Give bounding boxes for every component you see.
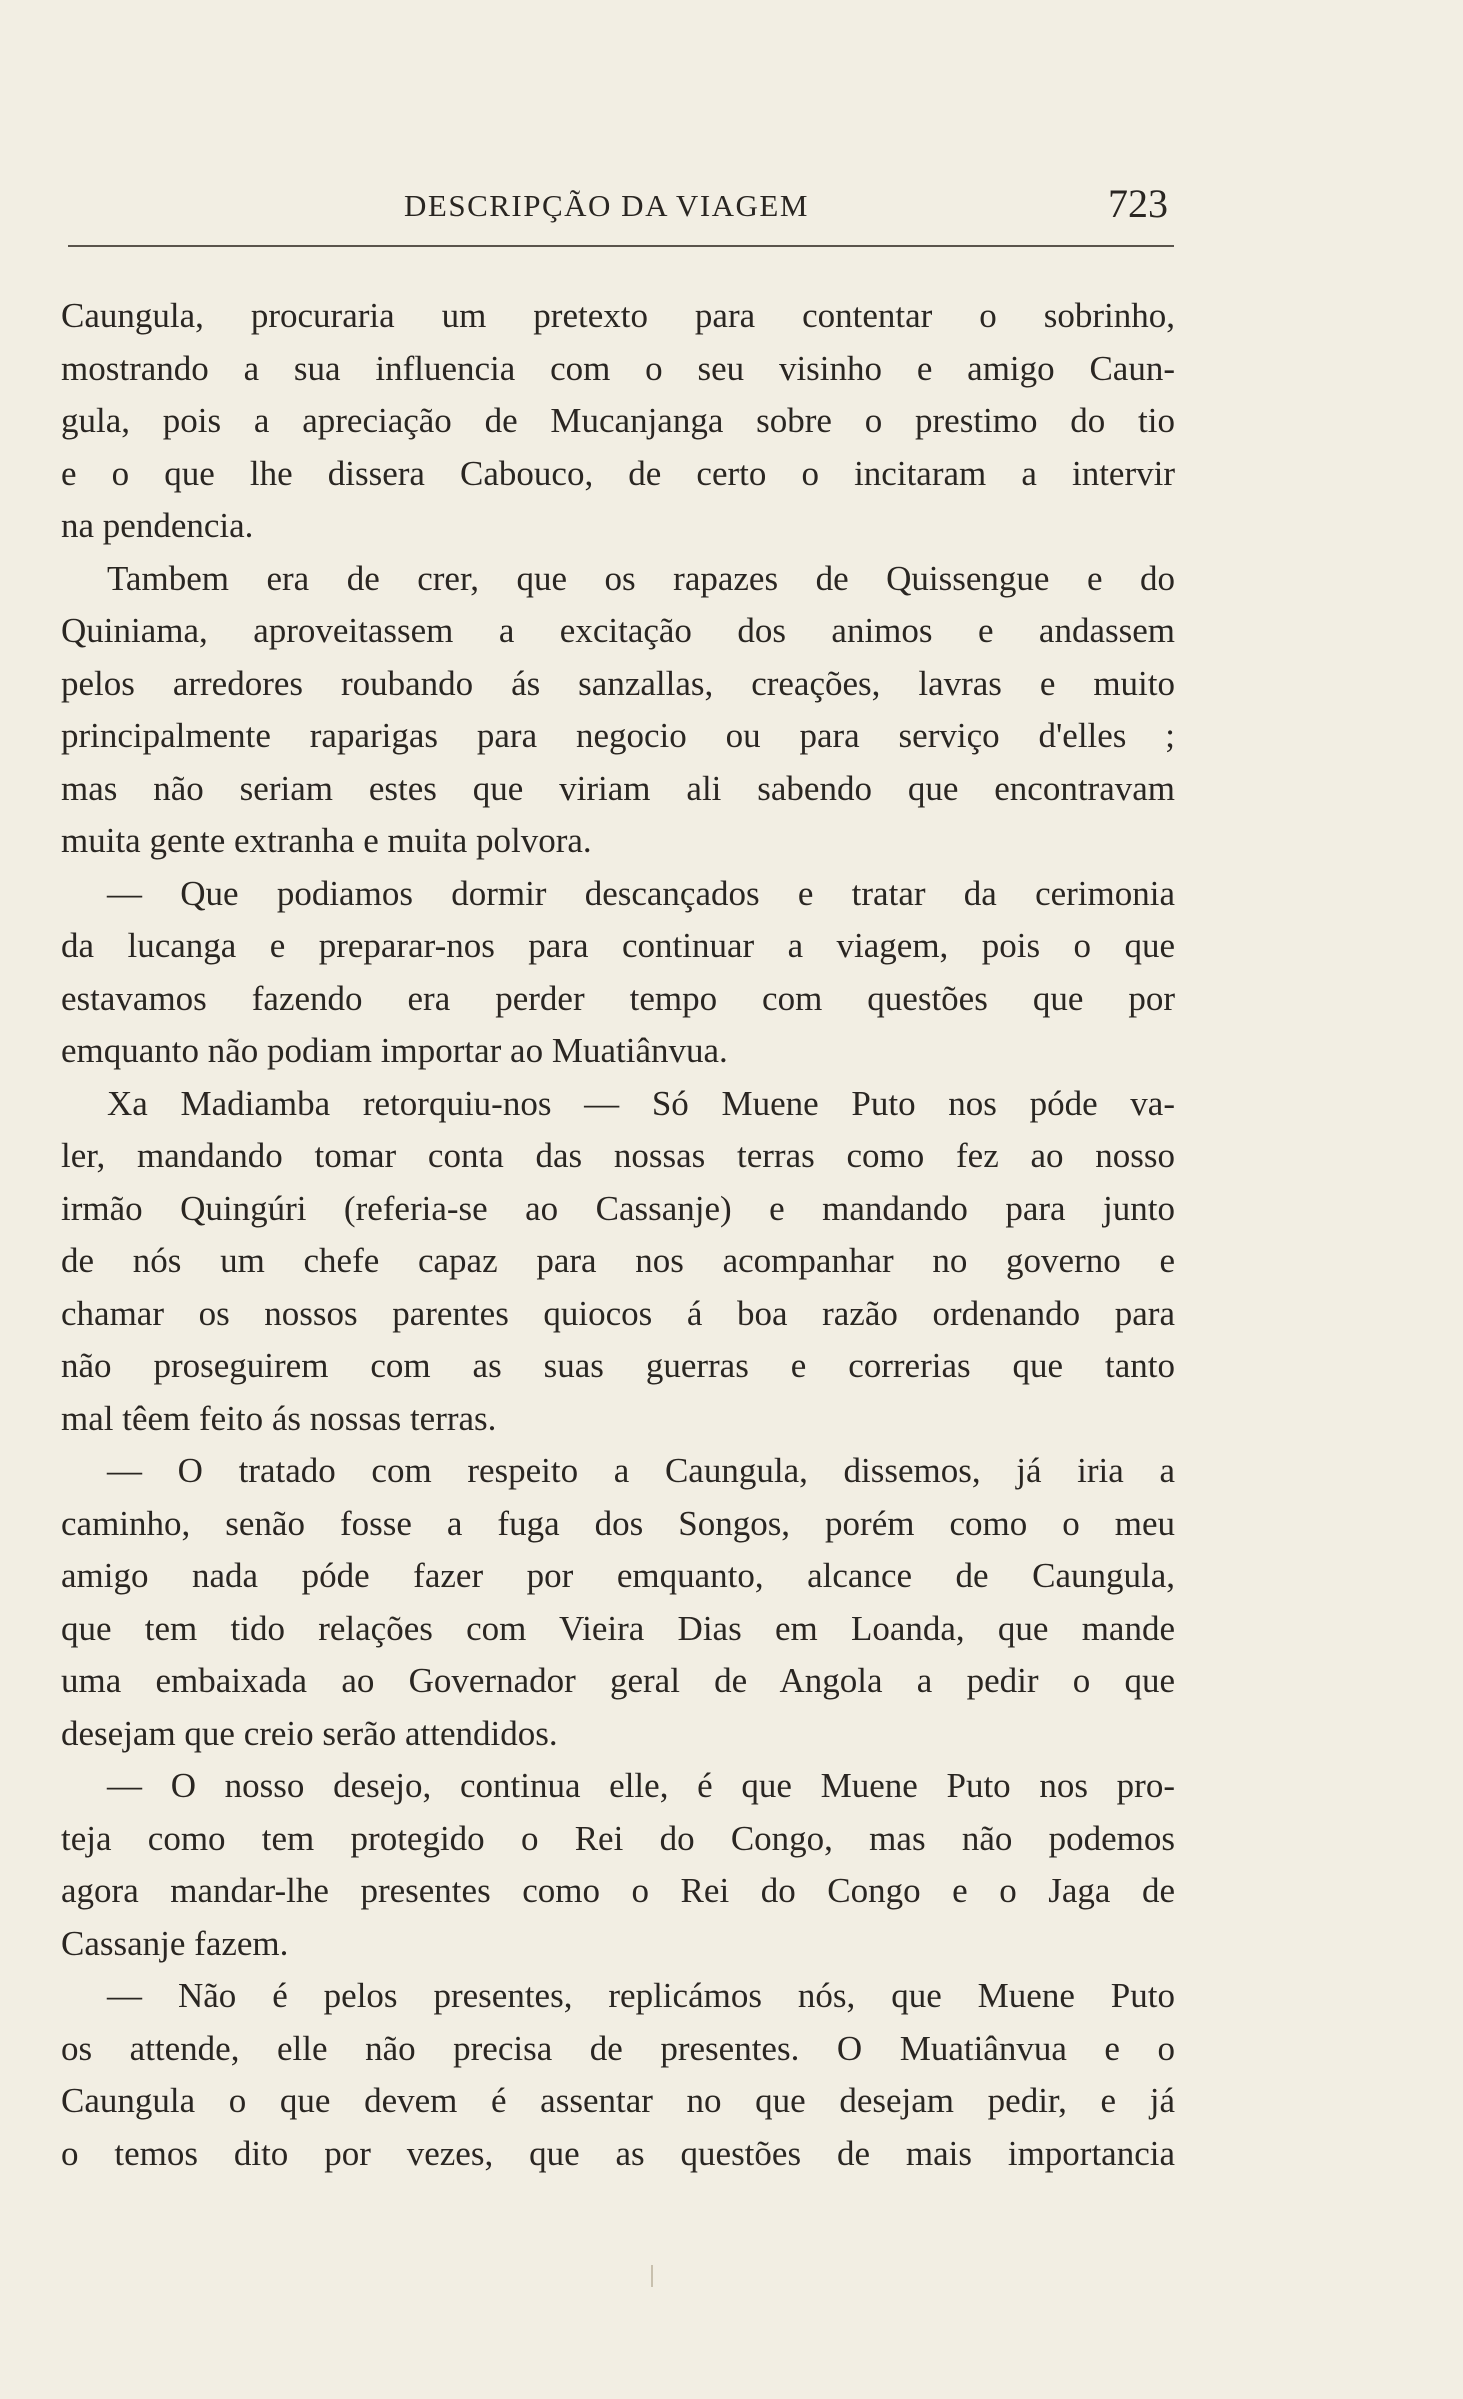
text-line: — O tratado com respeito a Caungula, dissemos, já iria a <box>107 1451 1175 1490</box>
text-line: os attende, elle não precisa de presentes. O Muatiânvua e o <box>61 2028 1175 2068</box>
text-line: Quiniama, aproveitassem a excitação dos animos e andassem <box>61 611 1175 650</box>
text-line: agora mandar-lhe presentes como o Rei do Congo e o Jaga de <box>61 1871 1175 1910</box>
body-text <box>61 290 1175 2180</box>
text-line: amigo nada póde fazer por emquanto, alcance de Caungula, <box>61 1556 1175 1595</box>
text-line: pelos arredores roubando ás sanzallas, creações, lavras e muito <box>61 663 1175 703</box>
text-line: Tambem era de crer, que os rapazes de Quissengue e do <box>107 558 1175 598</box>
text-line: Xa Madiamba retorquiu-nos — Só Muene Puto nos póde va- <box>107 1083 1175 1123</box>
text-line: caminho, senão fosse a fuga dos Songos, porém como o meu <box>61 1503 1175 1543</box>
text-line: — O nosso desejo, continua elle, é que Muene Puto nos pro- <box>107 1766 1175 1805</box>
text-line: na pendencia. <box>61 506 254 545</box>
running-head <box>0 181 1463 236</box>
text-line: Caungula o que devem é assentar no que desejam pedir, e já <box>61 2081 1175 2120</box>
text-line: teja como tem protegido o Rei do Congo, mas não podemos <box>61 1818 1175 1858</box>
text-line: mostrando a sua influencia com o seu visinho e amigo Caun- <box>61 348 1175 388</box>
text-line: de nós um chefe capaz para nos acompanhar no governo e <box>61 1241 1175 1280</box>
header-rule <box>68 245 1174 247</box>
running-title: DESCRIPÇÃO DA VIAGEM <box>404 188 809 223</box>
text-line: — Que podiamos dormir descançados e tratar da cerimonia <box>107 873 1175 913</box>
text-line: chamar os nossos parentes quiocos á boa razão ordenando para <box>61 1293 1175 1333</box>
text-line: — Não é pelos presentes, replicámos nós, que Muene Puto <box>107 1976 1175 2015</box>
text-line: mal têem feito ás nossas terras. <box>61 1398 497 1438</box>
page-number: 723 <box>1108 181 1168 226</box>
text-line: desejam que creio serão attendidos. <box>61 1713 558 1753</box>
text-line: uma embaixada ao Governador geral de Angola a pedir o que <box>61 1661 1175 1700</box>
text-line: gula, pois a apreciação de Mucanjanga sobre o prestimo do tio <box>61 401 1175 440</box>
text-line: ler, mandando tomar conta das nossas terras como fez ao nosso <box>61 1136 1175 1175</box>
text-line: principalmente raparigas para negocio ou para serviço d'elles ; <box>61 716 1175 755</box>
text-line: Cassanje fazem. <box>61 1923 289 1963</box>
text-line: irmão Quingúri (referia-se ao Cassanje) e mandando para junto <box>61 1188 1175 1228</box>
text-line: emquanto não podiam importar ao Muatiânvua. <box>61 1031 728 1070</box>
text-line: da lucanga e preparar-nos para continuar a viagem, pois o que <box>61 926 1175 965</box>
paper-mark <box>651 2265 653 2287</box>
text-line: mas não seriam estes que viriam ali sabendo que encontravam <box>61 768 1175 808</box>
text-line: estavamos fazendo era perder tempo com questões que por <box>61 978 1175 1018</box>
text-line: que tem tido relações com Vieira Dias em Loanda, que mande <box>61 1608 1175 1648</box>
text-line: Caungula, procuraria um pretexto para contentar o sobrinho, <box>61 296 1175 335</box>
text-line: o temos dito por vezes, que as questões de mais importancia <box>61 2133 1175 2173</box>
text-line: muita gente extranha e muita polvora. <box>61 821 592 860</box>
text-line: e o que lhe dissera Cabouco, de certo o incitaram a intervir <box>61 453 1175 493</box>
text-line: não proseguirem com as suas guerras e correrias que tanto <box>61 1346 1175 1385</box>
